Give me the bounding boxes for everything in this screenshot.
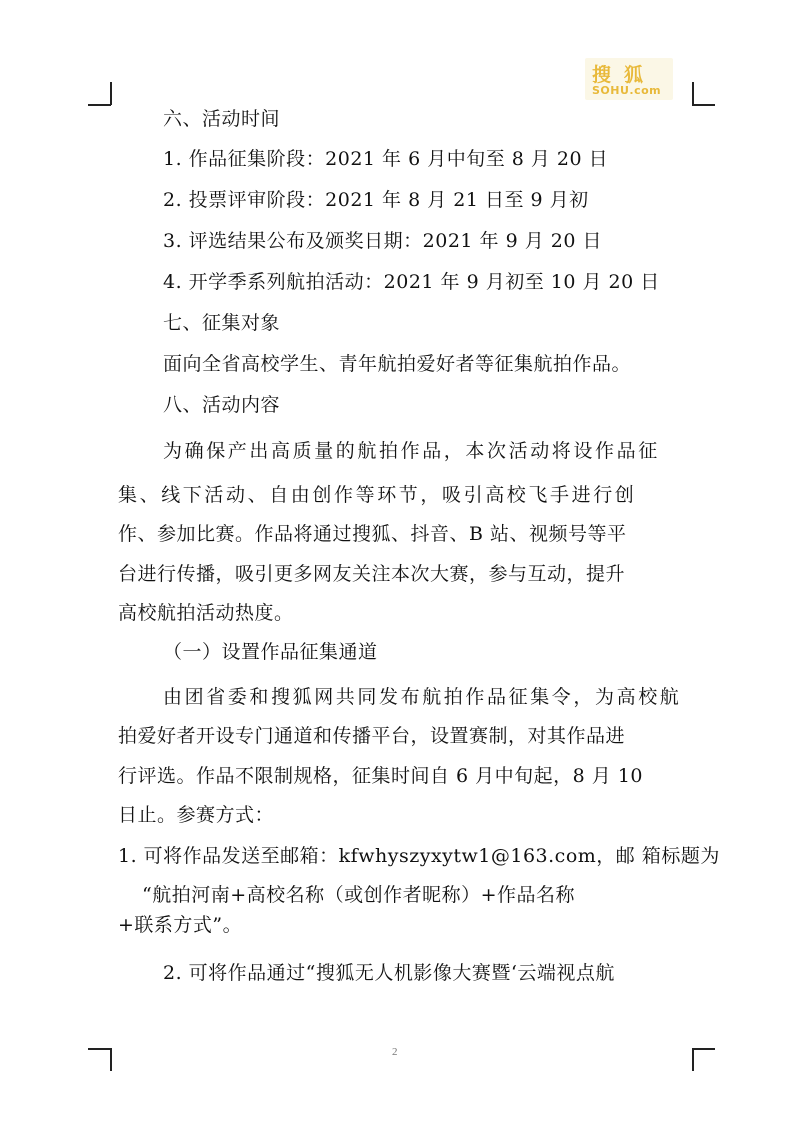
channel-paragraph-line: 行评选。作品不限制规格，征集时间自 6 月中旬起，8 月 10 [118,765,644,787]
section-heading-activity-time: 六、活动时间 [163,108,281,130]
watermark-text-cn: 搜狐 [592,64,657,86]
subsection-heading-collection-channel: （一）设置作品征集通道 [163,641,378,663]
sohu-watermark-logo [585,58,673,100]
schedule-item-4: 4. 开学季系列航拍活动：2021 年 9 月初至 10 月 20 日 [163,271,660,293]
page-number: 2 [392,1046,398,1058]
content-paragraph-line: 作、参加比赛。作品将通过搜狐、抖音、B 站、视频号等平 [118,523,627,545]
target-paragraph: 面向全省高校学生、青年航拍爱好者等征集航拍作品。 [163,353,632,375]
content-paragraph-line: 高校航拍活动热度。 [118,602,294,624]
channel-paragraph-line: 由团省委和搜狐网共同发布航拍作品征集令，为高校航 [163,686,682,708]
schedule-item-2: 2. 投票评审阶段：2021 年 8 月 21 日至 9 月初 [163,189,589,211]
watermark-text-en: SOHU.com [592,84,662,97]
section-heading-target: 七、征集对象 [163,312,281,334]
entry-method-1-subject-format-end: +联系方式”。 [118,914,243,936]
schedule-item-3: 3. 评选结果公布及颁奖日期：2021 年 9 月 20 日 [163,230,602,252]
channel-paragraph-line: 日止。参赛方式： [118,804,275,826]
section-heading-content: 八、活动内容 [163,394,281,416]
channel-paragraph-line: 拍爱好者开设专门通道和传播平台，设置赛制，对其作品进 [118,725,626,747]
schedule-item-1: 1. 作品征集阶段：2021 年 6 月中旬至 8 月 20 日 [163,148,609,170]
entry-method-1-subject-format: “航拍河南+高校名称（或创作者昵称）+作品名称 [142,884,576,906]
content-paragraph-line: 为确保产出高质量的航拍作品，本次活动将设作品征 [163,440,660,462]
entry-method-2: 2. 可将作品通过“搜狐无人机影像大赛暨‘云端视点航 [163,962,615,984]
entry-method-1: 1. 可将作品发送至邮箱：kfwhyszyxytw1@163.com，邮 箱标题为 [118,845,720,867]
content-paragraph-line: 台进行传播，吸引更多网友关注本次大赛，参与互动，提升 [118,563,626,585]
content-paragraph-line: 集、线下活动、自由创作等环节，吸引高校飞手进行创 [118,484,637,506]
